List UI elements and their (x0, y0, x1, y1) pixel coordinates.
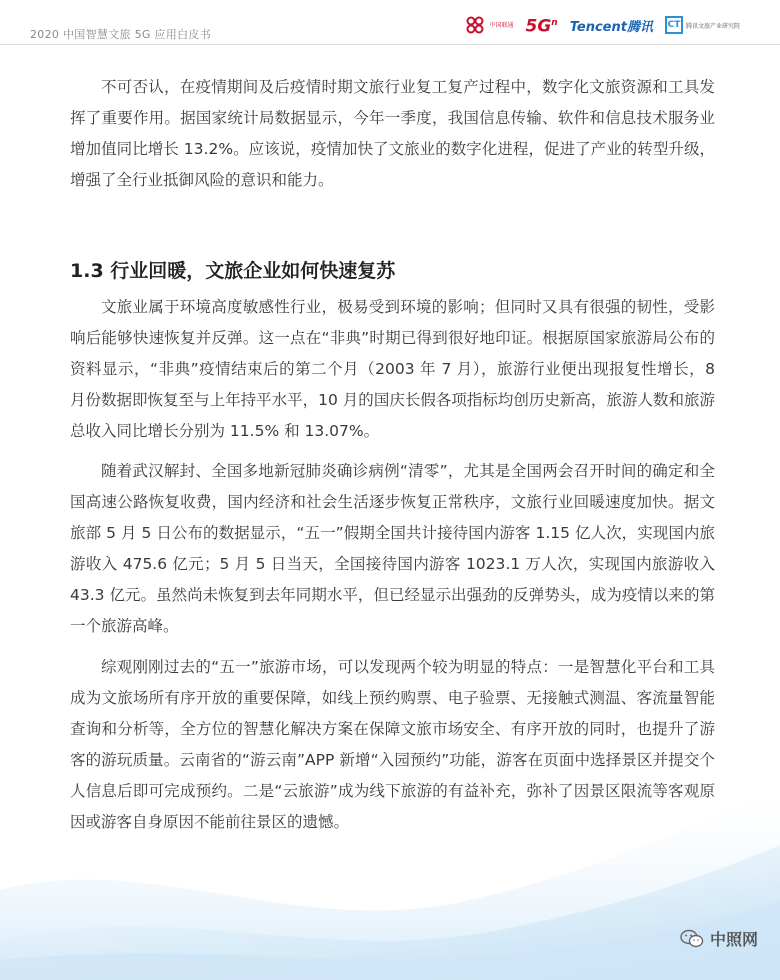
header-title: 2020 中国智慧文旅 5G 应用白皮书 (30, 28, 212, 41)
tencent-label: Tencent (569, 19, 627, 35)
header-divider (0, 44, 780, 45)
fiveg-logo (525, 14, 557, 36)
institute-text: 腾讯文旅产业研究院 (685, 22, 740, 30)
paragraph-2: 文旅业属于环境高度敏感性行业，极易受到环境的影响；但同时又具有很强的韧性，受影响后能够快速恢复并反弹。这一点在“非典”时期已得到很好地印证。根据原国家旅游局公布的资料显示，“非典”疫情结束后的第二个月（2003 年 7 月），旅游行业便出现报复性增长，8 月份数据即恢复至与上年持平水平，10 月的国庆长假各项指标均创历史新高，旅游人数和旅游总收入同比增长分别为 11.5% 和 13.07%。 (70, 298, 715, 440)
paragraph-1: 不可否认，在疫情期间及后疫情时期文旅行业复工复产过程中，数字化文旅资源和工具发挥了重要作用。据国家统计局数据显示，今年一季度，我国信息传输、软件和信息技术服务业增加值同比增长 13.2%。应该说，疫情加快了文旅业的数字化进程，促进了产业的转型升级，增强了全行业抵御风险的意识和能力。 (70, 78, 715, 189)
institute-box-icon: CT (665, 16, 683, 34)
tencent-logo (570, 16, 653, 35)
china-unicom-logo (464, 14, 513, 36)
paragraph-4: 综观刚刚过去的“五一”旅游市场，可以发现两个较为明显的特点：一是智慧化平台和工具成为文旅场所有序开放的重要保障，如线上预约购票、电子验票、无接触式测温、客流量智能查询和分析等，全方位的智慧化解决方案在保障文旅市场安全、有序开放的同时，也提升了游客的游玩质量。云南省的“游云南”APP 新增“入园预约”功能，游客在页面中选择景区并提交个人信息后即可完成预约。二是“云旅游”成为线下旅游的有益补充，弥补了因景区限流等客观原因或游客自身原因不能前往景区的遗憾。 (70, 658, 715, 831)
china-unicom-text: 中国联通 (489, 21, 514, 29)
paragraph-3: 随着武汉解封、全国多地新冠肺炎确诊病例“清零”，尤其是全国两会召开时间的确定和全国高速公路恢复收费，国内经济和社会生活逐步恢复正常秩序，文旅行业回暖速度加快。据文旅部 5 月 5 日公布的数据显示，“五一”假期全国共计接待国内游客 1.15 亿人次，实现国内旅游收入 475.6 亿元；5 月 5 日当天，全国接待国内游客 1023.1 万人次，实现国内旅游收入 43.3 亿元。虽然尚未恢复到去年同期水平，但已经显示出强劲的反弹势头，成为疫情以来的第一个旅游高峰。 (70, 462, 715, 635)
watermark-text: 中照网 (709, 930, 758, 949)
tencent-cn-label: 腾讯 (626, 19, 653, 35)
institute-logo (665, 16, 740, 34)
section-heading: 1.3 行业回暖，文旅企业如何快速复苏 (70, 260, 396, 282)
china-unicom-knot-icon (464, 14, 486, 36)
fiveg-label: $5G^n$ (525, 16, 558, 37)
header-logos (464, 8, 740, 42)
watermark (680, 927, 758, 950)
page-header (0, 0, 780, 46)
wechat-icon (680, 929, 704, 949)
